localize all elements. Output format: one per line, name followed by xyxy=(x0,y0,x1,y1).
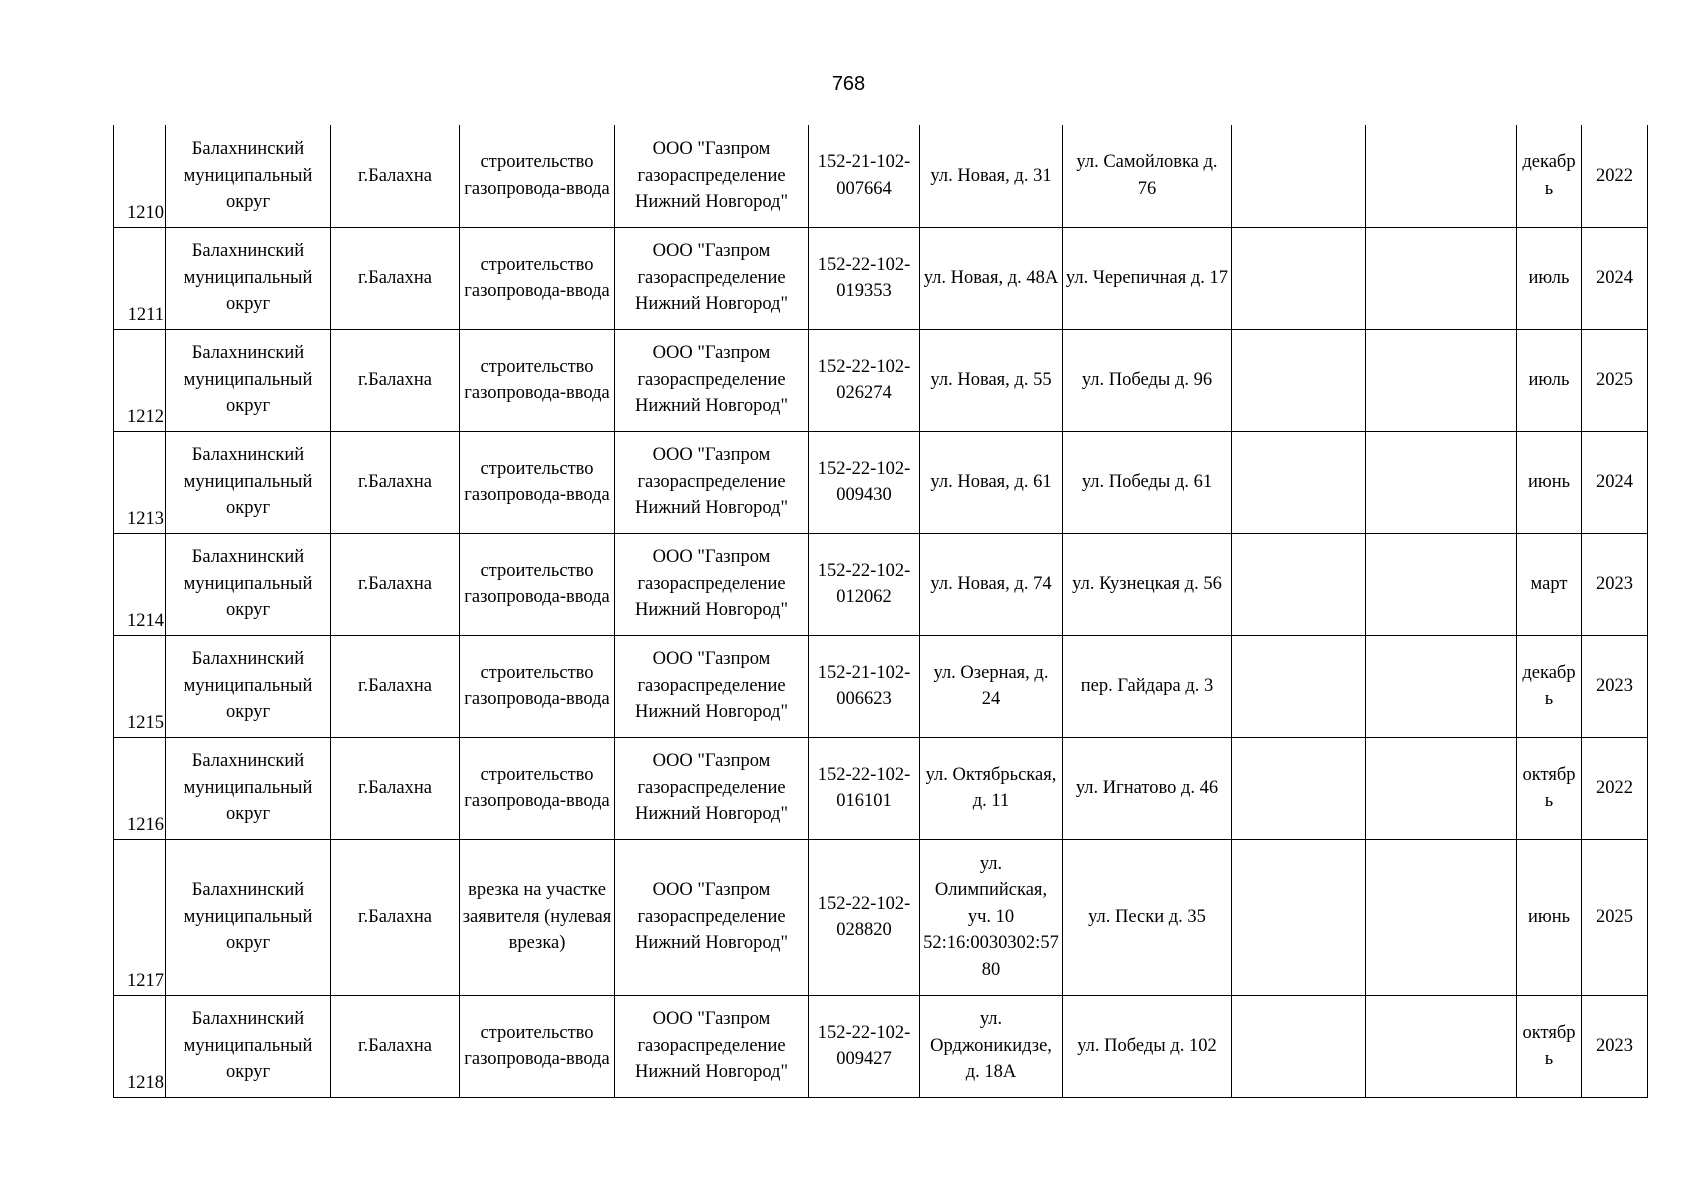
month-cell: июнь xyxy=(1517,431,1582,533)
month-cell: октябрь xyxy=(1517,737,1582,839)
month-cell: июль xyxy=(1517,227,1582,329)
city-cell: г.Балахна xyxy=(331,839,460,995)
month-cell: декабрь xyxy=(1517,635,1582,737)
row-number: 1211 xyxy=(114,227,166,329)
empty-cell-1 xyxy=(1232,839,1366,995)
city-cell: г.Балахна xyxy=(331,737,460,839)
organization-cell: ООО "Газпром газораспределение Нижний Новгород" xyxy=(615,125,809,227)
work-type-cell: строительство газопровода-ввода xyxy=(460,125,615,227)
row-number: 1217 xyxy=(114,839,166,995)
application-code-cell: 152-22-102-016101 xyxy=(809,737,920,839)
work-type-cell: строительство газопровода-ввода xyxy=(460,737,615,839)
organization-cell: ООО "Газпром газораспределение Нижний Новгород" xyxy=(615,839,809,995)
empty-cell-2 xyxy=(1366,533,1517,635)
empty-cell-1 xyxy=(1232,533,1366,635)
year-cell: 2023 xyxy=(1582,635,1648,737)
connection-from-cell: ул. Новая, д. 48А xyxy=(920,227,1063,329)
empty-cell-2 xyxy=(1366,737,1517,839)
month-cell: октябрь xyxy=(1517,995,1582,1097)
month-cell: июль xyxy=(1517,329,1582,431)
empty-cell-1 xyxy=(1232,635,1366,737)
application-code-cell: 152-22-102-009430 xyxy=(809,431,920,533)
application-code-cell: 152-22-102-012062 xyxy=(809,533,920,635)
row-number: 1210 xyxy=(114,125,166,227)
empty-cell-1 xyxy=(1232,995,1366,1097)
table-row xyxy=(114,125,1648,227)
work-type-cell: строительство газопровода-ввода xyxy=(460,635,615,737)
district-cell: Балахнинский муниципальный округ xyxy=(166,737,331,839)
row-number: 1218 xyxy=(114,995,166,1097)
organization-cell: ООО "Газпром газораспределение Нижний Новгород" xyxy=(615,329,809,431)
work-type-cell: строительство газопровода-ввода xyxy=(460,329,615,431)
district-cell: Балахнинский муниципальный округ xyxy=(166,635,331,737)
connection-from-cell: ул. Новая, д. 74 xyxy=(920,533,1063,635)
organization-cell: ООО "Газпром газораспределение Нижний Новгород" xyxy=(615,431,809,533)
empty-cell-1 xyxy=(1232,125,1366,227)
city-cell: г.Балахна xyxy=(331,533,460,635)
table-row xyxy=(114,839,1648,995)
year-cell: 2023 xyxy=(1582,995,1648,1097)
table-row xyxy=(114,227,1648,329)
district-cell: Балахнинский муниципальный округ xyxy=(166,839,331,995)
connection-from-cell: ул. Новая, д. 55 xyxy=(920,329,1063,431)
empty-cell-2 xyxy=(1366,995,1517,1097)
connection-from-cell: ул. Новая, д. 61 xyxy=(920,431,1063,533)
table-row xyxy=(114,533,1648,635)
table-row xyxy=(114,431,1648,533)
organization-cell: ООО "Газпром газораспределение Нижний Новгород" xyxy=(615,995,809,1097)
row-number: 1213 xyxy=(114,431,166,533)
connection-from-cell: ул. Октябрьская, д. 11 xyxy=(920,737,1063,839)
city-cell: г.Балахна xyxy=(331,227,460,329)
district-cell: Балахнинский муниципальный округ xyxy=(166,995,331,1097)
work-type-cell: врезка на участке заявителя (нулевая врезка) xyxy=(460,839,615,995)
connection-to-cell: ул. Черепичная д. 17 xyxy=(1063,227,1232,329)
district-cell: Балахнинский муниципальный округ xyxy=(166,125,331,227)
empty-cell-2 xyxy=(1366,839,1517,995)
year-cell: 2022 xyxy=(1582,125,1648,227)
table-row xyxy=(114,635,1648,737)
connection-to-cell: ул. Пески д. 35 xyxy=(1063,839,1232,995)
year-cell: 2024 xyxy=(1582,431,1648,533)
month-cell: март xyxy=(1517,533,1582,635)
connection-to-cell: ул. Кузнецкая д. 56 xyxy=(1063,533,1232,635)
application-code-cell: 152-22-102-009427 xyxy=(809,995,920,1097)
table-row xyxy=(114,329,1648,431)
connection-from-cell: ул. Новая, д. 31 xyxy=(920,125,1063,227)
empty-cell-2 xyxy=(1366,635,1517,737)
work-type-cell: строительство газопровода-ввода xyxy=(460,227,615,329)
connection-to-cell: ул. Победы д. 96 xyxy=(1063,329,1232,431)
empty-cell-2 xyxy=(1366,125,1517,227)
year-cell: 2022 xyxy=(1582,737,1648,839)
organization-cell: ООО "Газпром газораспределение Нижний Новгород" xyxy=(615,227,809,329)
organization-cell: ООО "Газпром газораспределение Нижний Новгород" xyxy=(615,533,809,635)
city-cell: г.Балахна xyxy=(331,329,460,431)
connection-to-cell: ул. Игнатово д. 46 xyxy=(1063,737,1232,839)
city-cell: г.Балахна xyxy=(331,125,460,227)
district-cell: Балахнинский муниципальный округ xyxy=(166,533,331,635)
row-number: 1216 xyxy=(114,737,166,839)
application-code-cell: 152-22-102-019353 xyxy=(809,227,920,329)
application-code-cell: 152-21-102-006623 xyxy=(809,635,920,737)
empty-cell-2 xyxy=(1366,431,1517,533)
work-type-cell: строительство газопровода-ввода xyxy=(460,995,615,1097)
year-cell: 2024 xyxy=(1582,227,1648,329)
gas-connection-table xyxy=(113,125,1648,1098)
empty-cell-2 xyxy=(1366,329,1517,431)
connection-from-cell: ул. Олимпийская, уч. 10 52:16:0030302:5780 xyxy=(920,839,1063,995)
empty-cell-1 xyxy=(1232,431,1366,533)
table-row xyxy=(114,995,1648,1097)
connection-from-cell: ул. Озерная, д. 24 xyxy=(920,635,1063,737)
district-cell: Балахнинский муниципальный округ xyxy=(166,227,331,329)
month-cell: декабрь xyxy=(1517,125,1582,227)
year-cell: 2025 xyxy=(1582,839,1648,995)
connection-to-cell: ул. Победы д. 102 xyxy=(1063,995,1232,1097)
district-cell: Балахнинский муниципальный округ xyxy=(166,431,331,533)
year-cell: 2023 xyxy=(1582,533,1648,635)
city-cell: г.Балахна xyxy=(331,635,460,737)
connection-from-cell: ул. Орджоникидзе, д. 18А xyxy=(920,995,1063,1097)
row-number: 1212 xyxy=(114,329,166,431)
empty-cell-2 xyxy=(1366,227,1517,329)
organization-cell: ООО "Газпром газораспределение Нижний Новгород" xyxy=(615,737,809,839)
application-code-cell: 152-22-102-026274 xyxy=(809,329,920,431)
connection-to-cell: ул. Самойловка д. 76 xyxy=(1063,125,1232,227)
page-number: 768 xyxy=(831,73,866,95)
city-cell: г.Балахна xyxy=(331,431,460,533)
table-row xyxy=(114,737,1648,839)
empty-cell-1 xyxy=(1232,227,1366,329)
row-number: 1215 xyxy=(114,635,166,737)
work-type-cell: строительство газопровода-ввода xyxy=(460,533,615,635)
district-cell: Балахнинский муниципальный округ xyxy=(166,329,331,431)
city-cell: г.Балахна xyxy=(331,995,460,1097)
application-code-cell: 152-22-102-028820 xyxy=(809,839,920,995)
application-code-cell: 152-21-102-007664 xyxy=(809,125,920,227)
row-number: 1214 xyxy=(114,533,166,635)
empty-cell-1 xyxy=(1232,737,1366,839)
work-type-cell: строительство газопровода-ввода xyxy=(460,431,615,533)
year-cell: 2025 xyxy=(1582,329,1648,431)
organization-cell: ООО "Газпром газораспределение Нижний Новгород" xyxy=(615,635,809,737)
connection-to-cell: пер. Гайдара д. 3 xyxy=(1063,635,1232,737)
month-cell: июнь xyxy=(1517,839,1582,995)
connection-to-cell: ул. Победы д. 61 xyxy=(1063,431,1232,533)
empty-cell-1 xyxy=(1232,329,1366,431)
